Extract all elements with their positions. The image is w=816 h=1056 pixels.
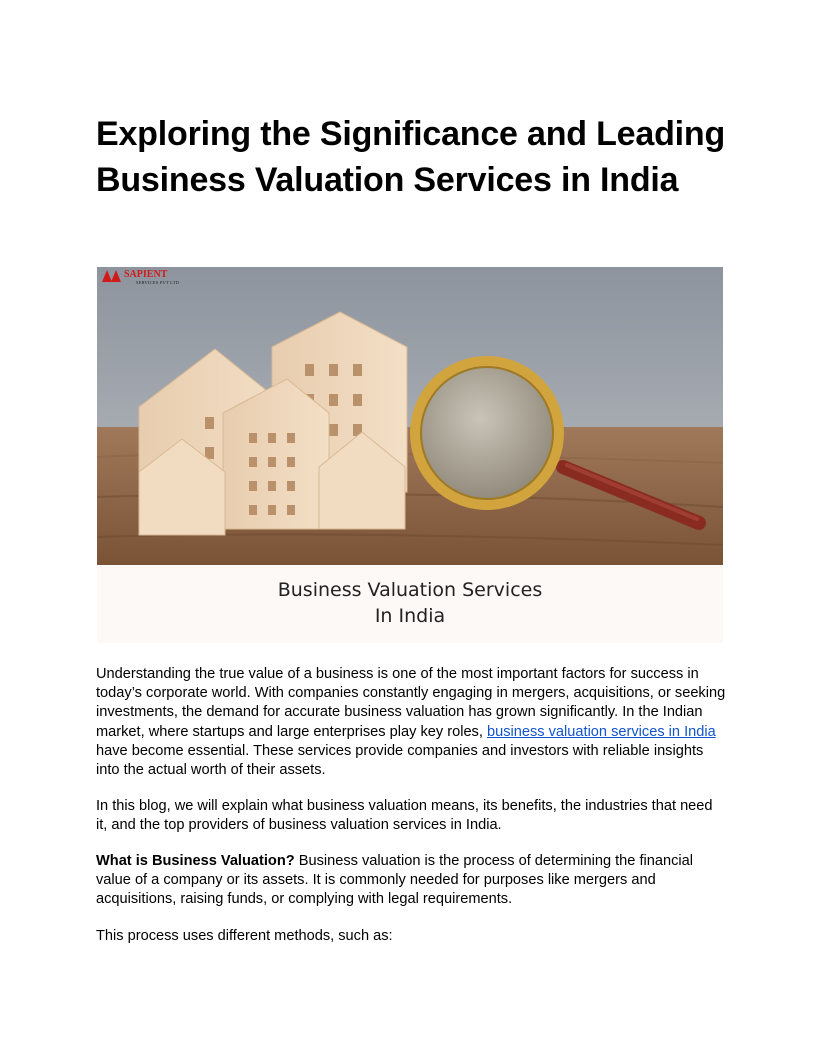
definition-paragraph	[96, 852, 726, 910]
intro-text-start: Understanding the true value of a business is one of the most important factors for success in today’s corporate world. With companies constantly engaging in mergers, acquisitions, or seeking investments, the demand for accurate business valuation has grown significantly. In the Indian market, where startups and large enterprises play key roles,	[96, 666, 726, 740]
triangle-logo-icon	[102, 270, 122, 282]
image-caption	[97, 577, 723, 629]
sapient-logo	[102, 270, 179, 286]
caption-line-1: Business Valuation Services	[277, 579, 543, 601]
intro-text-end: have become essential. These services provide companies and investors with reliable insights into the actual worth of their assets.	[96, 742, 704, 779]
caption-line-2: In India	[374, 605, 446, 627]
definition-heading: What is Business Valuation?	[96, 853, 295, 869]
logo-subtitle: SERVICES PVT LTD	[136, 280, 180, 285]
wooden-houses-magnifier-illustration	[97, 267, 723, 565]
intro-paragraph	[96, 665, 726, 780]
logo-name: SAPIENT	[124, 269, 168, 280]
methods-intro-paragraph: This process uses different methods, such as:	[96, 928, 393, 944]
hero-image	[97, 267, 723, 643]
page-title: Exploring the Significance and Leading Business Valuation Services in India	[96, 115, 726, 199]
business-valuation-services-link[interactable]: business valuation services in India	[486, 723, 716, 740]
blog-overview-paragraph: In this blog, we will explain what business valuation means, its benefits, the industries that need it, and the top providers of business valuation services in India.	[96, 798, 713, 834]
definition-text: Business valuation is the process of determining the financial value of a company or its assets. It is commonly needed for purposes like mergers and acquisitions, raising funds, or complying with legal requirements.	[96, 853, 693, 908]
